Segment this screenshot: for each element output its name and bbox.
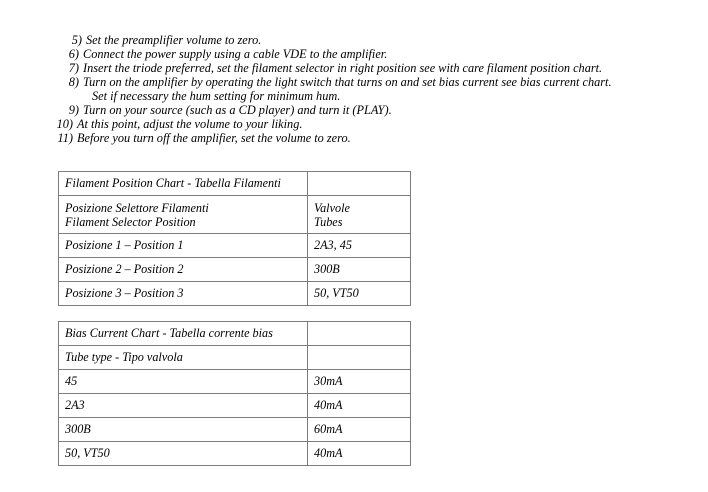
table-row (59, 394, 411, 418)
table-title-row (59, 322, 411, 346)
tube-cell: 45 (59, 370, 308, 394)
position-cell: Posizione 2 – Position 2 (59, 258, 308, 282)
table-header-row (59, 196, 411, 234)
tube-cell: 50, VT50 (59, 442, 308, 466)
header-line-en: Tubes (314, 214, 343, 229)
table-title-row (59, 172, 411, 196)
step-text: Before you turn off the amplifier, set the volume to zero. (77, 131, 351, 145)
table-row (59, 370, 411, 394)
tubes-cell: 300B (308, 258, 411, 282)
step-6 (53, 47, 387, 61)
current-cell: 30mA (308, 370, 411, 394)
step-number: 8) (68, 75, 79, 89)
table-title-right (308, 322, 411, 346)
step-5 (56, 33, 261, 47)
table-row (59, 442, 411, 466)
table-title: Bias Current Chart - Tabella corrente bias (59, 322, 308, 346)
current-cell: 60mA (308, 418, 411, 442)
step-text: Turn on your source (such as a CD player) and turn it (PLAY). (83, 103, 392, 117)
step-11 (47, 131, 351, 145)
step-text: At this point, adjust the volume to your liking. (77, 117, 303, 131)
step-7 (53, 61, 602, 75)
header-right (308, 346, 411, 370)
step-number: 9) (68, 103, 79, 117)
filament-position-table (58, 171, 411, 306)
header-tubes (308, 196, 411, 234)
header-line-it: Posizione Selettore Filamenti (65, 200, 209, 215)
step-text: Insert the triode preferred, set the filament selector in right position see with care filament position chart. (83, 61, 603, 75)
step-9 (53, 103, 392, 117)
step-8-note (62, 89, 340, 103)
tube-cell: 2A3 (59, 394, 308, 418)
position-cell: Posizione 3 – Position 3 (59, 282, 308, 306)
table-row (59, 258, 411, 282)
table-row (59, 418, 411, 442)
table-row (59, 282, 411, 306)
step-number: 5) (71, 33, 82, 47)
step-text: Set the preamplifier volume to zero. (86, 33, 262, 47)
step-text: Turn on the amplifier by operating the light switch that turns on and set bias current see bias current chart. (83, 75, 612, 89)
position-cell: Posizione 1 – Position 1 (59, 234, 308, 258)
table-title-right (308, 172, 411, 196)
tubes-cell: 2A3, 45 (308, 234, 411, 258)
step-text: Connect the power supply using a cable VDE to the amplifier. (83, 47, 388, 61)
current-cell: 40mA (308, 442, 411, 466)
header-line-it: Valvole (314, 200, 350, 215)
step-number: 6) (68, 47, 79, 61)
bias-current-table (58, 321, 411, 466)
step-text: Set if necessary the hum setting for minimum hum. (92, 89, 341, 103)
table-title: Filament Position Chart - Tabella Filamenti (59, 172, 308, 196)
header-selector-position (59, 196, 308, 234)
step-number: 10) (56, 117, 73, 131)
step-10 (47, 117, 302, 131)
step-number: 7) (68, 61, 79, 75)
table-header-row (59, 346, 411, 370)
tubes-cell: 50, VT50 (308, 282, 411, 306)
tube-cell: 300B (59, 418, 308, 442)
header-tube-type: Tube type - Tipo valvola (59, 346, 308, 370)
current-cell: 40mA (308, 394, 411, 418)
header-line-en: Filament Selector Position (65, 214, 196, 229)
table-row (59, 234, 411, 258)
step-number: 11) (57, 131, 73, 145)
step-8 (53, 75, 612, 89)
